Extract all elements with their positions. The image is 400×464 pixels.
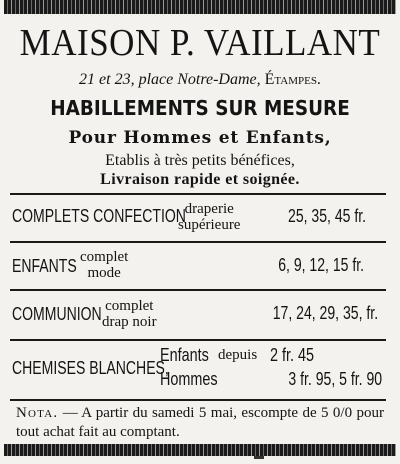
offer-label: CHEMISES BLANCHES,	[12, 358, 169, 378]
detail-line-2: mode	[87, 265, 121, 281]
offer-label: COMPLETS CONFECTION	[12, 206, 186, 226]
offer-detail	[80, 249, 128, 281]
detail-line-2: drap noir	[102, 314, 157, 330]
divider-4	[10, 339, 386, 341]
nota-label: Nota.	[16, 405, 59, 421]
tagline-line-1: Etablis à très petits bénéfices,	[105, 152, 295, 169]
bottom-ornamental-border	[4, 444, 396, 456]
chemises-hommes-label: Hommes	[160, 369, 218, 389]
advertisement	[4, 0, 396, 464]
sub-heading: Pour Hommes et Enfants,	[68, 128, 332, 148]
offer-prices: 6, 9, 12, 15 fr.	[278, 255, 364, 275]
chemises-enfants-label: Enfants	[160, 345, 209, 365]
divider-5	[10, 399, 386, 401]
detail-line-1: draperie	[184, 201, 234, 217]
main-heading: HABILLEMENTS SUR MESURE	[50, 96, 350, 120]
detail-line-1: complet	[105, 298, 154, 314]
shop-title: MAISON P. VAILLANT	[19, 21, 381, 64]
top-ornamental-border	[4, 0, 396, 14]
chemises-hommes-prices: 3 fr. 95, 5 fr. 90	[288, 369, 382, 389]
offer-detail	[102, 298, 157, 330]
chemises-enfants-price: 2 fr. 45	[270, 345, 315, 365]
detail-line-2: supérieure	[178, 217, 241, 233]
detail-line-1: complet	[80, 249, 129, 265]
divider-3	[10, 289, 386, 291]
offer-row-communion	[10, 293, 386, 337]
tagline-line-2: Livraison rapide et soignée.	[100, 171, 300, 188]
divider-1	[10, 193, 386, 195]
chemises-depuis: depuis	[218, 347, 258, 363]
cropped-glyph	[254, 456, 264, 459]
offer-row-chemises	[10, 343, 386, 397]
address-city: Étampes.	[264, 71, 321, 88]
offer-row-complets	[10, 197, 386, 239]
shop-address	[4, 71, 396, 89]
offer-detail	[178, 201, 240, 233]
offer-label: COMMUNION	[12, 304, 102, 324]
offer-label: ENFANTS	[12, 256, 77, 276]
nota-text: — A partir du samedi 5 mai, escompte de 5 0/0 pour tout achat fait au comptant.	[16, 405, 385, 440]
cropped-next-item	[4, 456, 396, 464]
offer-prices: 25, 35, 45 fr.	[287, 206, 366, 226]
divider-2	[10, 241, 386, 243]
offer-prices: 17, 24, 29, 35, fr.	[272, 303, 378, 323]
nota-notice	[16, 404, 384, 442]
address-street: 21 et 23, place Notre-Dame,	[79, 71, 261, 88]
offer-row-enfants	[10, 245, 386, 287]
